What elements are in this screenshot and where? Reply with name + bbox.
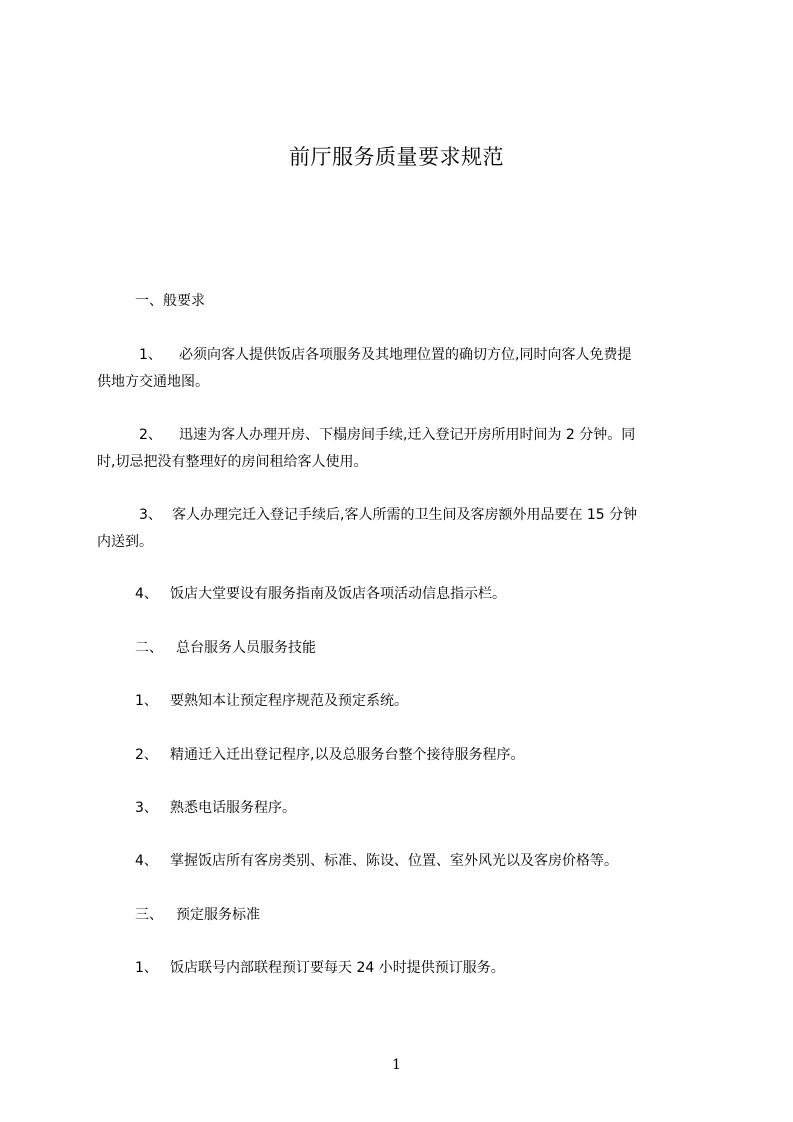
item-text: 饭店大堂要设有服务指南及饭店各项活动信息指示栏。 [170, 586, 506, 602]
item-text: 熟悉电话服务程序。 [170, 800, 296, 816]
page-number: 1 [392, 1057, 401, 1073]
section-heading-general-requirements: 一、般要求 [135, 293, 205, 309]
item-text-continued: 内送到。 [97, 534, 153, 550]
item-number: 1、 [135, 960, 158, 976]
item-text: 迅速为客人办理开房、下榻房间手续,迁入登记开房所用时间为 2 分钟。同 [179, 427, 636, 443]
section-title: 总台服务人员服务技能 [176, 640, 316, 656]
item-text-continued: 供地方交通地图。 [97, 374, 209, 390]
section-number: 二、 [135, 640, 163, 656]
item-number: 4、 [135, 853, 158, 869]
item-text: 客人办理完迁入登记手续后,客人所需的卫生间及客房额外用品要在 15 分钟 [172, 507, 638, 523]
item-number: 4、 [135, 586, 158, 602]
item-text: 必须向客人提供饭店各项服务及其地理位置的确切方位,同时向客人免费提 [179, 347, 632, 363]
item-number: 1、 [139, 347, 162, 363]
item-text: 精通迁入迁出登记程序,以及总服务台整个接待服务程序。 [170, 747, 525, 763]
item-text: 掌握饭店所有客房类别、标准、陈设、位置、室外风光以及客房价格等。 [170, 853, 618, 869]
item-number: 2、 [135, 747, 158, 763]
item-text: 要熟知本让预定程序规范及预定系统。 [170, 693, 408, 709]
item-number: 2、 [139, 427, 162, 443]
section-title: 预定服务标准 [176, 907, 260, 923]
section-number: 三、 [135, 907, 163, 923]
item-number: 3、 [139, 507, 162, 523]
item-text-continued: 时,切忌把没有整理好的房间租给客人使用。 [97, 454, 368, 470]
document-title: 前厅服务质量要求规范 [289, 145, 504, 169]
item-text: 饭店联号内部联程预订要每天 24 小时提供预订服务。 [170, 960, 505, 976]
item-number: 1、 [135, 693, 158, 709]
item-number: 3、 [135, 800, 158, 816]
